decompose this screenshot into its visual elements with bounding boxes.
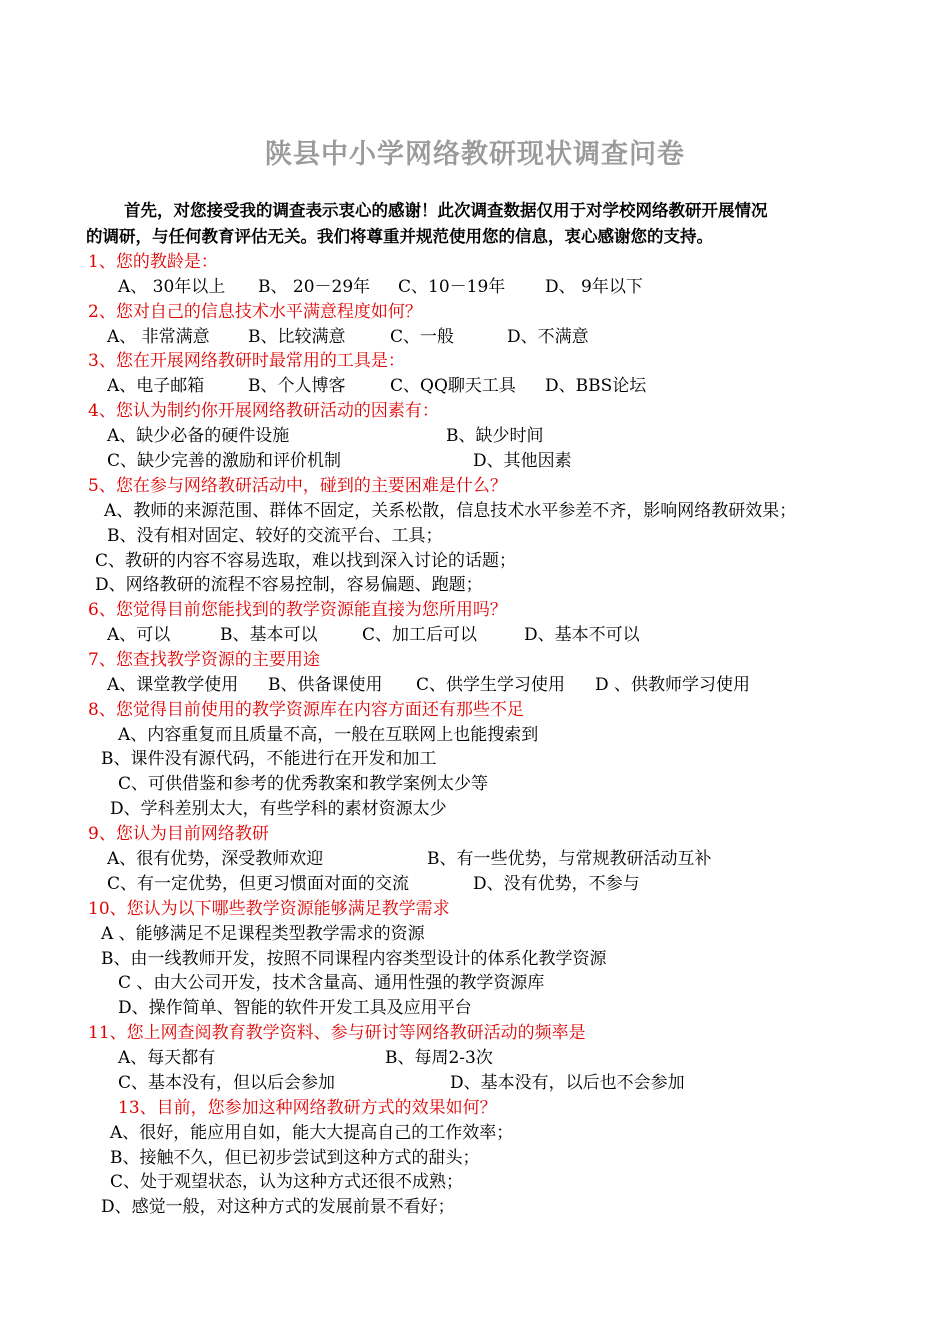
q3-option-d: D、BBS论坛 xyxy=(545,376,647,396)
q3-option-c: C、QQ聊天工具 xyxy=(390,376,516,396)
question-10: 10、您认为以下哪些教学资源能够满足教学需求 xyxy=(88,899,450,919)
q6-option-c: C、加工后可以 xyxy=(362,625,478,645)
q2-option-b: B、比较满意 xyxy=(248,327,346,347)
q6-option-d: D、基本不可以 xyxy=(524,625,640,645)
question-2: 2、您对自己的信息技术水平满意程度如何？ xyxy=(88,302,422,322)
q11-option-b: B、每周2-3次 xyxy=(385,1048,493,1068)
q1-option-d: D、 9年以下 xyxy=(545,277,643,297)
question-1: 1、您的教龄是： xyxy=(88,252,218,272)
q7-option-b: B、供备课使用 xyxy=(268,675,383,695)
q4-option-c: C、缺少完善的激励和评价机制 xyxy=(107,451,342,471)
q2-option-a: A、 非常满意 xyxy=(107,327,210,347)
q7-option-d: D 、供教师学习使用 xyxy=(595,675,751,695)
q5-option-b: B、没有相对固定、较好的交流平台、工具； xyxy=(107,526,443,546)
q5-option-a: A、教师的来源范围、群体不固定，关系松散，信息技术水平参差不齐，影响网络教研效果； xyxy=(104,501,797,521)
q7-option-a: A、课堂教学使用 xyxy=(107,675,239,695)
q5-option-c: C、教研的内容不容易选取，难以找到深入讨论的话题； xyxy=(95,551,517,571)
q3-option-a: A、电子邮箱 xyxy=(107,376,205,396)
page-title: 陕县中小学网络教研现状调查问卷 xyxy=(265,139,685,170)
intro-line-1: 首先，对您接受我的调查表示衷心的感谢！此次调查数据仅用于对学校网络教研开展情况 xyxy=(124,201,768,220)
question-6: 6、您觉得目前您能找到的教学资源能直接为您所用吗？ xyxy=(88,600,507,620)
question-8: 8、您觉得目前使用的教学资源库在内容方面还有那些不足 xyxy=(88,700,524,720)
q6-option-a: A、可以 xyxy=(107,625,171,645)
question-11: 11、您上网查阅教育教学资料、参与研讨等网络教研活动的频率是 xyxy=(88,1023,586,1043)
q2-option-c: C、一般 xyxy=(390,327,455,347)
question-4: 4、您认为制约你开展网络教研活动的因素有： xyxy=(88,401,439,421)
q10-option-a: A 、能够满足不足课程类型教学需求的资源 xyxy=(101,924,425,944)
q10-option-b: B、由一线教师开发，按照不同课程内容类型设计的体系化教学资源 xyxy=(101,949,607,969)
q13-option-c: C、处于观望状态，认为这种方式还很不成熟； xyxy=(110,1172,464,1192)
q11-option-c: C、基本没有，但以后会参加 xyxy=(118,1073,336,1093)
q10-option-d: D、操作简单、智能的软件开发工具及应用平台 xyxy=(118,998,472,1018)
q2-option-d: D、不满意 xyxy=(507,327,589,347)
q13-option-d: D、感觉一般，对这种方式的发展前景不看好； xyxy=(101,1197,455,1217)
q7-option-c: C、供学生学习使用 xyxy=(416,675,566,695)
q13-option-b: B、接触不久，但已初步尝试到这种方式的甜头； xyxy=(110,1148,480,1168)
q9-option-b: B、有一些优势，与常规教研活动互补 xyxy=(427,849,712,869)
q8-option-d: D、学科差别太大，有些学科的素材资源太少 xyxy=(110,799,447,819)
q4-option-d: D、其他因素 xyxy=(473,451,572,471)
q9-option-d: D、没有优势，不参与 xyxy=(473,874,640,894)
q4-option-b: B、缺少时间 xyxy=(446,426,544,446)
intro-paragraph xyxy=(86,198,876,250)
q10-option-c: C 、由大公司开发，技术含量高、通用性强的教学资源库 xyxy=(118,973,545,993)
q4-option-a: A、缺少必备的硬件设施 xyxy=(107,426,290,446)
question-13: 13、目前，您参加这种网络教研方式的效果如何？ xyxy=(118,1098,497,1118)
q3-option-b: B、个人博客 xyxy=(248,376,346,396)
q5-option-d: D、网络教研的流程不容易控制，容易偏题、跑题； xyxy=(95,575,483,595)
q13-option-a: A、很好，能应用自如，能大大提高自己的工作效率； xyxy=(110,1123,514,1143)
q8-option-a: A、内容重复而且质量不高，一般在互联网上也能搜索到 xyxy=(118,725,539,745)
q8-option-b: B、课件没有源代码，不能进行在开发和加工 xyxy=(101,749,437,769)
question-9: 9、您认为目前网络教研 xyxy=(88,824,269,844)
intro-line-2: 的调研，与任何教育评估无关。我们将尊重并规范使用您的信息，衷心感谢您的支持。 xyxy=(86,227,713,246)
q6-option-b: B、基本可以 xyxy=(220,625,318,645)
question-7: 7、您查找教学资源的主要用途 xyxy=(88,650,320,670)
q9-option-c: C、有一定优势，但更习惯面对面的交流 xyxy=(107,874,410,894)
q8-option-c: C、可供借鉴和参考的优秀教案和教学案例太少等 xyxy=(118,774,489,794)
q11-option-a: A、每天都有 xyxy=(118,1048,216,1068)
question-5: 5、您在参与网络教研活动中，碰到的主要困难是什么？ xyxy=(88,476,507,496)
q1-option-a: A、 30年以上 xyxy=(118,277,226,297)
q9-option-a: A、很有优势，深受教师欢迎 xyxy=(107,849,324,869)
q1-option-b: B、 20－29年 xyxy=(258,277,371,297)
question-3: 3、您在开展网络教研时最常用的工具是： xyxy=(88,351,405,371)
q1-option-c: C、10－19年 xyxy=(398,277,506,297)
q11-option-d: D、基本没有，以后也不会参加 xyxy=(450,1073,685,1093)
